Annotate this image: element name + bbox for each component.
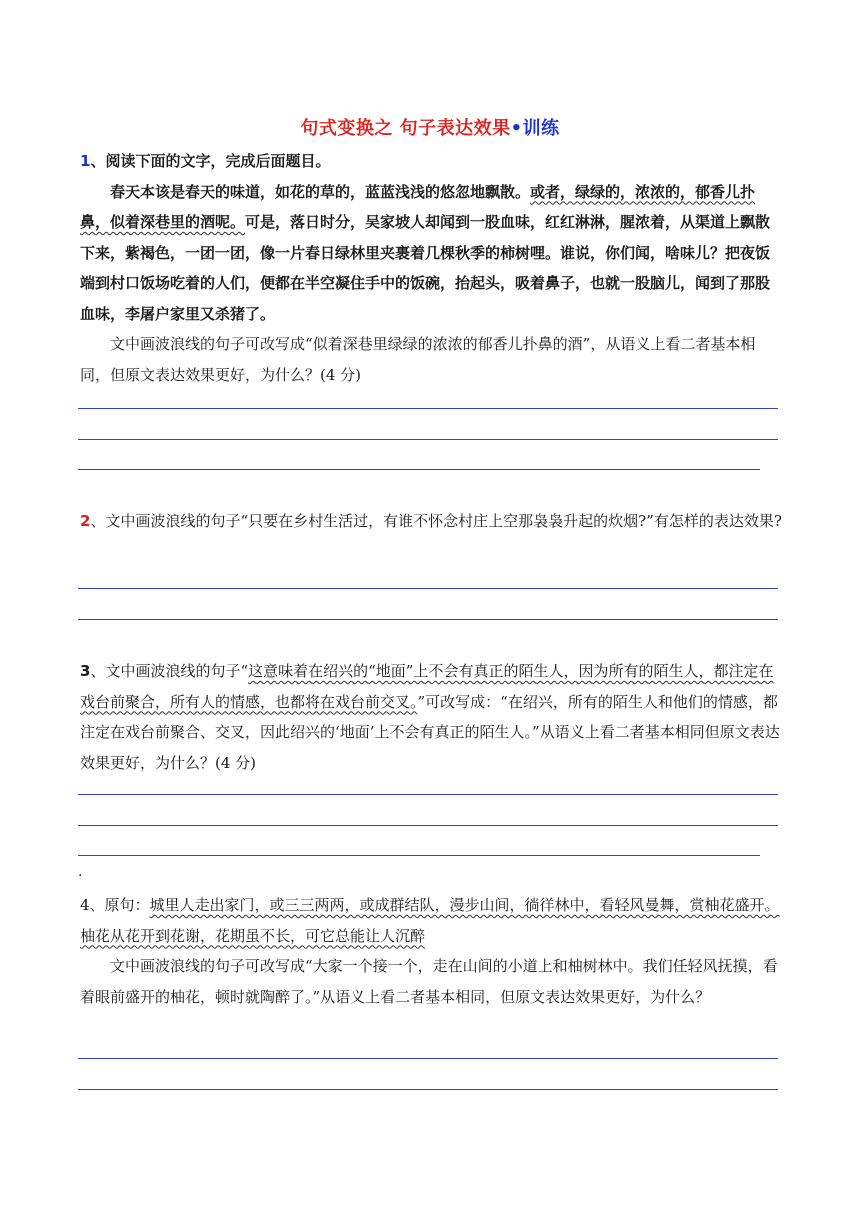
question-2	[80, 506, 784, 537]
answer-line[interactable]	[78, 1089, 778, 1090]
question-2-text	[80, 506, 784, 537]
question-4	[80, 890, 784, 1012]
question-1-prompt	[80, 146, 784, 177]
answer-line[interactable]	[78, 439, 778, 440]
question-3-wavy-sentence: 这意味着在绍兴的“地面”上不会有真正的陌生人，因为所有的陌生人，都注定在戏台前聚合，所有人的情感，也都将在戏台前交叉。	[80, 662, 774, 711]
question-3-suffix: ”可改写成：“在绍兴，所有的陌生人和他们的情感，都注定在戏台前聚合、交叉，因此绍兴的‘地面’上不会有真正的陌生人。”从语义上看二者基本相同但原文表达效果更好，为什么？(4 分)	[80, 692, 780, 772]
question-1-number: 1	[80, 152, 91, 170]
worksheet-title	[0, 114, 860, 140]
question-2-body: 、文中画波浪线的句子“只要在乡村生活过，有谁不怀念村庄上空那袅袅升起的炊烟?”有怎样的表达效果?	[90, 512, 782, 530]
answer-line[interactable]	[78, 825, 778, 826]
title-part-2: 句子表达效果	[399, 118, 511, 139]
answer-line[interactable]	[78, 1058, 778, 1059]
answer-line[interactable]	[78, 855, 760, 856]
question-3-prefix: 、文中画波浪线的句子“	[90, 662, 249, 680]
title-part-1: 句式变换之	[300, 118, 393, 139]
answer-line[interactable]	[78, 794, 778, 795]
question-4-prefix: 4、原句：	[80, 896, 150, 914]
question-2-number: 2	[80, 512, 91, 530]
stray-dot: .	[78, 864, 83, 880]
question-1	[80, 146, 784, 390]
answer-line[interactable]	[78, 408, 778, 409]
question-1-instruction: 、阅读下面的文字，完成后面题目。	[90, 152, 331, 170]
passage-text: 春天本该是春天的味道，如花的草的，蓝蓝浅浅的悠忽地飘散。	[110, 182, 531, 201]
question-4-original	[80, 890, 784, 951]
answer-line[interactable]	[78, 588, 778, 589]
answer-line[interactable]	[78, 619, 778, 620]
question-1-question: 文中画波浪线的句子可改写成“似着深巷里绿绿的浓浓的郁香儿扑鼻的酒”，从语义上看二者基本相同，但原文表达效果更好，为什么？(4 分)	[80, 335, 756, 384]
question-4-question: 文中画波浪线的句子可改写成“大家一个接一个，走在山间的小道上和柚树林中。我们任轻风抚摸，看着眼前盛开的柚花，顿时就陶醉了。”从语义上看二者基本相同，但原文表达效果更好，为什么？	[80, 957, 778, 1006]
question-3-text	[80, 656, 784, 778]
question-4-wavy-sentence: 城里人走出家门，或三三两两，或成群结队，漫步山间，徜徉林中，看轻风曼舞，赏柚花盛开。	[149, 896, 780, 914]
answer-line[interactable]	[78, 469, 760, 470]
question-3	[80, 656, 784, 778]
question-1-passage	[80, 177, 784, 330]
title-part-3: •训练	[510, 118, 560, 139]
passage-text-continued: 可是，落日时分，吴家坡人却闻到一股血味，红红淋淋，腥浓着，从渠道上飘散下来，紫褐色，一团一团，像一片春日绿林里夹裹着几棵秋季的柿树哩。谁说，你们闻，啥味儿？把夜饭端到村口饭场吃着的人们，便都在半空凝住手中的饭碗，抬起头，吸着鼻子，也就一股脑儿，闻到了那股血味，李屠户家里又杀猪了。	[80, 213, 771, 323]
question-3-number: 3	[80, 662, 91, 680]
question-4-continuation: 柚花从花开到花谢，花期虽不长，可它总能让人沉醉	[80, 926, 426, 945]
passage-wavy-sentence: 或者，绿绿的，浓浓的，郁香儿扑鼻，似着深巷里的酒呢。	[80, 182, 756, 231]
